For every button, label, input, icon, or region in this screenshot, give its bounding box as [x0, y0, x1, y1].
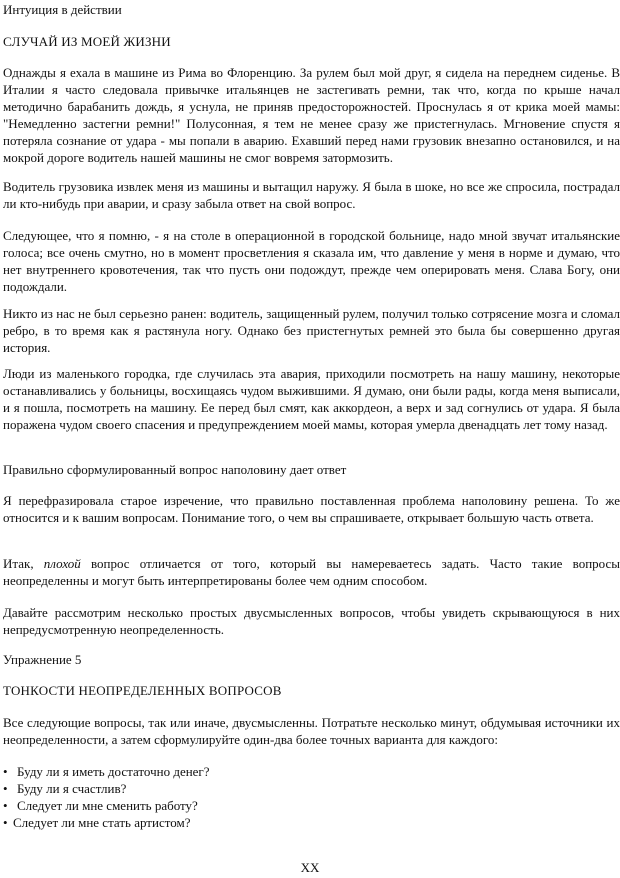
bullet-icon: • [3, 798, 8, 813]
list-item [3, 763, 210, 780]
story-heading: СЛУЧАЙ ИЗ МОЕЙ ЖИЗНИ [3, 34, 171, 49]
bullet-icon: • [3, 781, 8, 796]
bullet-icon: • [3, 815, 8, 830]
exercise-title: ТОНКОСТИ НЕОПРЕДЕЛЕННЫХ ВОПРОСОВ [3, 683, 282, 698]
story-paragraph-5: Люди из маленького городка, где случилась эта авария, приходили посмотреть на нашу машину, некоторые останавливались у больницы, восхищаясь чудом выжившими. Я думаю, они были рады, когда меня выписали, и я пошла, посмотреть на машину. Ее перед был смят, как аккордеон, а верх и зад согнулись от удара. Я была поражена чудом своего спасения и предупреждением моей мамы, которая умерла двенадцать лет тому назад. [3, 366, 620, 432]
running-title: Интуиция в действии [3, 2, 122, 17]
question-list [3, 763, 210, 831]
list-item [3, 814, 210, 831]
question-text: Следует ли мне сменить работу? [17, 798, 198, 813]
italic-word: плохой [43, 556, 81, 571]
section-paragraph-3: Давайте рассмотрим несколько простых двусмысленных вопросов, чтобы увидеть скрывающуюся в них непредусмотренную неопределенность. [3, 605, 620, 637]
story-paragraph-4: Никто из нас не был серьезно ранен: водитель, защищенный рулем, получил только сотрясение мозга и сломал ребро, в то время как я растянула ногу. Однако без пристегнутых ремней это была бы совершенно другая история. [3, 306, 620, 355]
page-number: XX [300, 860, 320, 875]
exercise-instructions: Все следующие вопросы, так или иначе, двусмысленны. Потратьте несколько минут, обдумывая источники их неопределенности, а затем сформулируйте один-два более точных варианта для каждого: [3, 715, 620, 747]
question-text: Буду ли я счастлив? [17, 781, 127, 796]
paragraph-2-rest: вопрос отличается от того, который вы намереваетесь задать. Часто такие вопросы неопределенны и могут быть интерпретированы более чем одним способом. [3, 556, 620, 588]
story-paragraph-3: Следующее, что я помню, - я на столе в операционной в городской больнице, надо мной звучат итальянские голоса; все очень смутно, но в момент просветления я сказала им, что давление у меня в норме и думаю, что нет внутреннего кровотечения, так что пусть они подождут, прежде чем оперировать меня. Слава Богу, они подождали. [3, 228, 620, 294]
story-paragraph-2: Водитель грузовика извлек меня из машины и вытащил наружу. Я была в шоке, но все же спросила, пострадал ли кто-нибудь при аварии, и сразу забыла ответ на свой вопрос. [3, 179, 620, 211]
section-heading: Правильно сформулированный вопрос наполовину дает ответ [3, 462, 347, 477]
paragraph-2-start: Итак, [3, 556, 44, 571]
list-item [3, 780, 210, 797]
question-text: Буду ли я иметь достаточно денег? [17, 764, 210, 779]
exercise-label: Упражнение 5 [3, 652, 82, 667]
bullet-icon: • [3, 764, 8, 779]
section-paragraph-2 [3, 555, 620, 589]
story-paragraph-1: Однажды я ехала в машине из Рима во Флоренцию. За рулем был мой друг, я сидела на переднем сиденье. В Италии я часто следовала привычке итальянцев не застегивать ремни, так что, когда по крыше начал методично барабанить дождь, я уснула, не приняв предосторожностей. Проснулась я от крика моей мамы: "Немедленно застегни ремни!" Полусонная, я тем не менее сразу же пристегнулась. Мгновение спустя я потеряла сознание от удара - мы попали в аварию. Ехавший перед нами грузовик внезапно остановился, и на мокрой дороге водитель нашей машины не смог вовремя затормозить. [3, 65, 620, 165]
question-text: Следует ли мне стать артистом? [13, 815, 191, 830]
section-paragraph-1: Я перефразировала старое изречение, что правильно поставленная проблема наполовину решена. То же относится и к вашим вопросам. Понимание того, о чем вы спрашиваете, открывает большую часть ответа. [3, 493, 620, 525]
list-item [3, 797, 210, 814]
